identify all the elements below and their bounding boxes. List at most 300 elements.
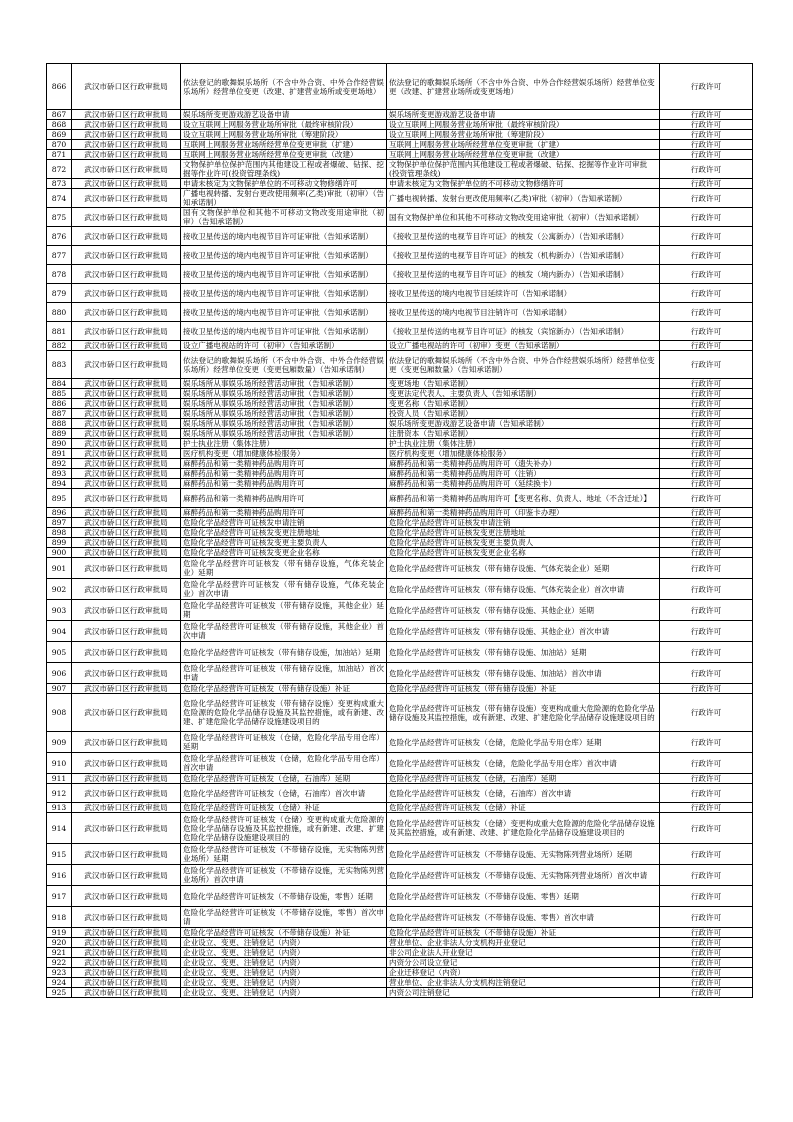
department-cell: 武汉市硚口区行政审批局 [72, 439, 181, 449]
department-cell: 武汉市硚口区行政审批局 [72, 886, 181, 907]
department-cell: 武汉市硚口区行政审批局 [72, 968, 181, 978]
sub-item-cell: 设立互联网上网服务营业场所审批（最终审核阶段） [387, 120, 660, 130]
sub-item-cell: 互联网上网服务营业场所经营单位变更审批（扩建） [387, 140, 660, 150]
approval-item-cell: 危险化学品经营许可证核发（不带储存设施，无实物陈列营业场所）首次申请 [181, 865, 387, 886]
sub-item-cell: 申请未核定为文物保护单位的不可移动文物修缮许可 [387, 179, 660, 189]
item-type-cell: 行政许可 [660, 844, 753, 865]
approval-item-cell: 护士执业注册（集体注册） [181, 439, 387, 449]
department-cell: 武汉市硚口区行政审批局 [72, 813, 181, 844]
row-number: 899 [47, 538, 72, 548]
department-cell: 武汉市硚口区行政审批局 [72, 449, 181, 459]
row-number: 921 [47, 948, 72, 958]
approval-item-cell: 危险化学品经营许可证核发（仓储，石油库）首次申请 [181, 784, 387, 803]
approval-item-cell: 危险化学品经营许可证核发（带有储存设施）变更构成重大危险源的危险化学品储存设施及其监控措施，或有新建、改建、扩建危险化学品储存设施建设项目的 [181, 694, 387, 732]
sub-item-cell: 变更场地（告知承诺制） [387, 379, 660, 389]
sub-item-cell: 危险化学品经营许可证核发（带有储存设施、气体充装企业）首次申请 [387, 579, 660, 600]
approval-item-cell: 危险化学品经营许可证核发（仓储，危险化学品专用仓库）首次申请 [181, 753, 387, 774]
department-cell: 武汉市硚口区行政审批局 [72, 265, 181, 284]
table-row [47, 518, 753, 528]
sub-item-cell: 变更名称（告知承诺制） [387, 399, 660, 409]
approval-item-cell: 危险化学品经营许可证核发（带有储存设施，加油站）延期 [181, 642, 387, 663]
row-number: 866 [47, 64, 72, 110]
table-row [47, 508, 753, 518]
sub-item-cell: 危险化学品经营许可证核发（仓储，危险化学品专用仓库）首次申请 [387, 753, 660, 774]
sub-item-cell: 麻醉药品和第一类精神药品购用许可（延续换卡） [387, 479, 660, 489]
table-row [47, 548, 753, 558]
item-type-cell: 行政许可 [660, 179, 753, 189]
department-cell: 武汉市硚口区行政审批局 [72, 518, 181, 528]
department-cell: 武汉市硚口区行政审批局 [72, 120, 181, 130]
department-cell: 武汉市硚口区行政审批局 [72, 322, 181, 341]
item-type-cell: 行政许可 [660, 803, 753, 813]
table-row [47, 528, 753, 538]
table-row [47, 642, 753, 663]
item-type-cell: 行政许可 [660, 341, 753, 351]
approval-item-cell: 接收卫星传送的境内电视节目许可证审批（告知承诺制） [181, 227, 387, 246]
sub-item-cell: 医疗机构变更（增加健康体检服务） [387, 449, 660, 459]
department-cell: 武汉市硚口区行政审批局 [72, 538, 181, 548]
sub-item-cell: 内资公司注销登记 [387, 988, 660, 998]
approval-item-cell: 互联网上网服务营业场所经营单位变更审批（扩建） [181, 140, 387, 150]
row-number: 901 [47, 558, 72, 579]
approval-items-sheet [46, 63, 739, 998]
table-row [47, 865, 753, 886]
table-row [47, 110, 753, 120]
row-number: 871 [47, 150, 72, 160]
table-row [47, 341, 753, 351]
row-number: 882 [47, 341, 72, 351]
row-number: 915 [47, 844, 72, 865]
approval-item-cell: 接收卫星传送的境内电视节目许可证审批（告知承诺制） [181, 303, 387, 322]
row-number: 878 [47, 265, 72, 284]
table-row [47, 753, 753, 774]
approval-item-cell: 娱乐场所从事娱乐场所经营活动审批（告知承诺制） [181, 389, 387, 399]
item-type-cell: 行政许可 [660, 886, 753, 907]
sub-item-cell: 危险化学品经营许可证核发（不带储存设施、零售）首次申请 [387, 907, 660, 928]
table-row [47, 621, 753, 642]
row-number: 914 [47, 813, 72, 844]
table-row [47, 813, 753, 844]
item-type-cell: 行政许可 [660, 409, 753, 419]
row-number: 896 [47, 508, 72, 518]
row-number: 911 [47, 774, 72, 784]
table-row [47, 886, 753, 907]
row-number: 875 [47, 208, 72, 227]
sub-item-cell: 注册资本（告知承诺制） [387, 429, 660, 439]
department-cell: 武汉市硚口区行政审批局 [72, 379, 181, 389]
table-row [47, 538, 753, 548]
item-type-cell: 行政许可 [660, 469, 753, 479]
approval-item-cell: 互联网上网服务营业场所经营单位变更审批（改建） [181, 150, 387, 160]
department-cell: 武汉市硚口区行政审批局 [72, 189, 181, 208]
item-type-cell: 行政许可 [660, 528, 753, 538]
department-cell: 武汉市硚口区行政审批局 [72, 341, 181, 351]
department-cell: 武汉市硚口区行政审批局 [72, 469, 181, 479]
row-number: 913 [47, 803, 72, 813]
department-cell: 武汉市硚口区行政审批局 [72, 140, 181, 150]
row-number: 874 [47, 189, 72, 208]
department-cell: 武汉市硚口区行政审批局 [72, 160, 181, 179]
approval-item-cell: 设立互联网上网服务营业场所审批（最终审核阶段） [181, 120, 387, 130]
sub-item-cell: 广播电视转播、发射台更改使用频率(乙类)审批（初审）（告知承诺制） [387, 189, 660, 208]
row-number: 910 [47, 753, 72, 774]
approval-item-cell: 危险化学品经营许可证核发（带有储存设施，气体充装企业）首次申请 [181, 579, 387, 600]
approval-item-cell: 接收卫星传送的境内电视节目许可证审批（告知承诺制） [181, 322, 387, 341]
table-row [47, 379, 753, 389]
row-number: 867 [47, 110, 72, 120]
row-number: 923 [47, 968, 72, 978]
table-row [47, 429, 753, 439]
department-cell: 武汉市硚口区行政审批局 [72, 958, 181, 968]
approval-item-cell: 危险化学品经营许可证核发（仓储，石油库）延期 [181, 774, 387, 784]
department-cell: 武汉市硚口区行政审批局 [72, 774, 181, 784]
sub-item-cell: 危险化学品经营许可证核发申请注销 [387, 518, 660, 528]
department-cell: 武汉市硚口区行政审批局 [72, 548, 181, 558]
table-row [47, 130, 753, 140]
item-type-cell: 行政许可 [660, 579, 753, 600]
table-row [47, 558, 753, 579]
department-cell: 武汉市硚口区行政审批局 [72, 600, 181, 621]
department-cell: 武汉市硚口区行政审批局 [72, 684, 181, 694]
approval-item-cell: 医疗机构变更（增加健康体检服务） [181, 449, 387, 459]
row-number: 897 [47, 518, 72, 528]
department-cell: 武汉市硚口区行政审批局 [72, 844, 181, 865]
item-type-cell: 行政许可 [660, 784, 753, 803]
sub-item-cell: 《接收卫星传送的电视节目许可证》的核发（公寓新办）（告知承诺制） [387, 227, 660, 246]
table-row [47, 189, 753, 208]
item-type-cell: 行政许可 [660, 558, 753, 579]
department-cell: 武汉市硚口区行政审批局 [72, 303, 181, 322]
approval-item-cell: 设立互联网上网服务营业场所审批（筹建阶段） [181, 130, 387, 140]
item-type-cell: 行政许可 [660, 865, 753, 886]
sub-item-cell: 内资分公司设立登记 [387, 958, 660, 968]
department-cell: 武汉市硚口区行政审批局 [72, 459, 181, 469]
approval-item-cell: 企业设立、变更、注销登记（内资） [181, 978, 387, 988]
sub-item-cell: 危险化学品经营许可证核发（不带储存设施、无实物陈列营业场所）延期 [387, 844, 660, 865]
table-row [47, 978, 753, 988]
row-number: 907 [47, 684, 72, 694]
row-number: 888 [47, 419, 72, 429]
sub-item-cell: 设立广播电视站的许可（初审）变更（告知承诺制） [387, 341, 660, 351]
department-cell: 武汉市硚口区行政审批局 [72, 508, 181, 518]
item-type-cell: 行政许可 [660, 684, 753, 694]
sub-item-cell: 危险化学品经营许可证核发变更注册地址 [387, 528, 660, 538]
item-type-cell: 行政许可 [660, 508, 753, 518]
table-row [47, 784, 753, 803]
item-type-cell: 行政许可 [660, 389, 753, 399]
sub-item-cell: 危险化学品经营许可证核发（仓储，石油库）延期 [387, 774, 660, 784]
row-number: 900 [47, 548, 72, 558]
row-number: 889 [47, 429, 72, 439]
table-row [47, 179, 753, 189]
approval-item-cell: 文物保护单位保护范围内其他建设工程或者爆破、钻探、挖掘等作业许可(投资管理条线) [181, 160, 387, 179]
item-type-cell: 行政许可 [660, 130, 753, 140]
department-cell: 武汉市硚口区行政审批局 [72, 753, 181, 774]
item-type-cell: 行政许可 [660, 694, 753, 732]
sub-item-cell: 危险化学品经营许可证核发（仓储，石油库）首次申请 [387, 784, 660, 803]
approval-item-cell: 危险化学品经营许可证核发（带有储存设施，其他企业）延期 [181, 600, 387, 621]
department-cell: 武汉市硚口区行政审批局 [72, 150, 181, 160]
department-cell: 武汉市硚口区行政审批局 [72, 694, 181, 732]
approval-item-cell: 危险化学品经营许可证核发（不带储存设施，零售）首次申请 [181, 907, 387, 928]
table-row [47, 351, 753, 379]
item-type-cell: 行政许可 [660, 110, 753, 120]
item-type-cell: 行政许可 [660, 774, 753, 784]
row-number: 880 [47, 303, 72, 322]
row-number: 908 [47, 694, 72, 732]
item-type-cell: 行政许可 [660, 64, 753, 110]
row-number: 891 [47, 449, 72, 459]
row-number: 885 [47, 389, 72, 399]
department-cell: 武汉市硚口区行政审批局 [72, 489, 181, 508]
item-type-cell: 行政许可 [660, 208, 753, 227]
table-row [47, 160, 753, 179]
row-number: 905 [47, 642, 72, 663]
approval-item-cell: 接收卫星传送的境内电视节目许可证审批（告知承诺制） [181, 246, 387, 265]
table-row [47, 844, 753, 865]
approval-item-cell: 依法登记的歌舞娱乐场所（不含中外合资、中外合作经营娱乐场所）经营单位变更（变更包厢数量）（告知承诺制） [181, 351, 387, 379]
table-row [47, 265, 753, 284]
table-row [47, 449, 753, 459]
table-row [47, 928, 753, 938]
department-cell: 武汉市硚口区行政审批局 [72, 579, 181, 600]
sub-item-cell: 麻醉药品和第一类精神药品购用许可【变更名称、负责人、地址（不含迁址）】 [387, 489, 660, 508]
row-number: 904 [47, 621, 72, 642]
department-cell: 武汉市硚口区行政审批局 [72, 978, 181, 988]
table-row [47, 958, 753, 968]
sub-item-cell: 接收卫星传送的境内电视节目注销许可（告知承诺制） [387, 303, 660, 322]
approval-item-cell: 危险化学品经营许可证核发（带有储存设施，其他企业）首次申请 [181, 621, 387, 642]
row-number: 906 [47, 663, 72, 684]
sub-item-cell: 危险化学品经营许可证核发（带有储存设施）补证 [387, 684, 660, 694]
item-type-cell: 行政许可 [660, 419, 753, 429]
item-type-cell: 行政许可 [660, 227, 753, 246]
sub-item-cell: 国有文物保护单位和其他不可移动文物改变用途审批（初审）（告知承诺制） [387, 208, 660, 227]
row-number: 920 [47, 938, 72, 948]
department-cell: 武汉市硚口区行政审批局 [72, 246, 181, 265]
sub-item-cell: 麻醉药品和第一类精神药品购用许可（注销） [387, 469, 660, 479]
item-type-cell: 行政许可 [660, 322, 753, 341]
approval-item-cell: 娱乐场所从事娱乐场所经营活动审批（告知承诺制） [181, 409, 387, 419]
table-row [47, 284, 753, 303]
row-number: 877 [47, 246, 72, 265]
table-row [47, 938, 753, 948]
row-number: 881 [47, 322, 72, 341]
row-number: 892 [47, 459, 72, 469]
approval-item-cell: 危险化学品经营许可证核发（带有储存设施，气体充装企业）延期 [181, 558, 387, 579]
sub-item-cell: 娱乐场所变更游戏游艺设备申请（告知承诺制） [387, 419, 660, 429]
row-number: 870 [47, 140, 72, 150]
approval-item-cell: 危险化学品经营许可证核发（带有储存设施）补证 [181, 684, 387, 694]
table-row [47, 988, 753, 998]
table-row [47, 907, 753, 928]
item-type-cell: 行政许可 [660, 621, 753, 642]
approval-item-cell: 国有文物保护单位和其他不可移动文物改变用途审批（初审）（告知承诺制） [181, 208, 387, 227]
approval-item-cell: 危险化学品经营许可证核发变更主要负责人 [181, 538, 387, 548]
table-row [47, 389, 753, 399]
row-number: 894 [47, 479, 72, 489]
item-type-cell: 行政许可 [660, 813, 753, 844]
approval-item-cell: 危险化学品经营许可证核发（仓储）变更构成重大危险源的危险化学品储存设施及其监控措施，或有新建、改建、扩建危险化学品储存设施建设项目的 [181, 813, 387, 844]
sub-item-cell: 危险化学品经营许可证核发（不带储存设施、无实物陈列营业场所）首次申请 [387, 865, 660, 886]
sub-item-cell: 变更法定代表人、主要负责人（告知承诺制） [387, 389, 660, 399]
approval-item-cell: 危险化学品经营许可证核发（不带储存设施，零售）延期 [181, 886, 387, 907]
table-row [47, 419, 753, 429]
department-cell: 武汉市硚口区行政审批局 [72, 558, 181, 579]
approval-item-cell: 企业设立、变更、注销登记（内资） [181, 958, 387, 968]
table-row [47, 732, 753, 753]
item-type-cell: 行政许可 [660, 429, 753, 439]
item-type-cell: 行政许可 [660, 548, 753, 558]
item-type-cell: 行政许可 [660, 948, 753, 958]
department-cell: 武汉市硚口区行政审批局 [72, 284, 181, 303]
approval-item-cell: 娱乐场所从事娱乐场所经营活动审批（告知承诺制） [181, 429, 387, 439]
table-row [47, 479, 753, 489]
approval-item-cell: 娱乐场所从事娱乐场所经营活动审批（告知承诺制） [181, 379, 387, 389]
table-row [47, 694, 753, 732]
sub-item-cell: 危险化学品经营许可证核发（仓储，危险化学品专用仓库）延期 [387, 732, 660, 753]
item-type-cell: 行政许可 [660, 928, 753, 938]
row-number: 883 [47, 351, 72, 379]
table-row [47, 663, 753, 684]
row-number: 893 [47, 469, 72, 479]
sub-item-cell: 《接收卫星传送的电视节目许可证》的核发（境内新办）（告知承诺制） [387, 265, 660, 284]
department-cell: 武汉市硚口区行政审批局 [72, 663, 181, 684]
department-cell: 武汉市硚口区行政审批局 [72, 419, 181, 429]
approval-item-cell: 危险化学品经营许可证核发（带有储存设施，加油站）首次申请 [181, 663, 387, 684]
sub-item-cell: 投资人员（告知承诺制） [387, 409, 660, 419]
row-number: 919 [47, 928, 72, 938]
sub-item-cell: 危险化学品经营许可证核发（带有储存设施、其他企业）首次申请 [387, 621, 660, 642]
sub-item-cell: 危险化学品经营许可证核发（仓储）补证 [387, 803, 660, 813]
row-number: 876 [47, 227, 72, 246]
department-cell: 武汉市硚口区行政审批局 [72, 928, 181, 938]
approval-item-cell: 麻醉药品和第一类精神药品购用许可 [181, 489, 387, 508]
sub-item-cell: 麻醉药品和第一类精神药品购用许可（遗失补办） [387, 459, 660, 469]
sub-item-cell: 危险化学品经营许可证核发变更企业名称 [387, 548, 660, 558]
item-type-cell: 行政许可 [660, 439, 753, 449]
item-type-cell: 行政许可 [660, 120, 753, 130]
sub-item-cell: 危险化学品经营许可证核发（带有储存设施、其他企业）延期 [387, 600, 660, 621]
sub-item-cell: 接收卫星传送的境内电视节目延续许可（告知承诺制） [387, 284, 660, 303]
department-cell: 武汉市硚口区行政审批局 [72, 948, 181, 958]
approval-item-cell: 企业设立、变更、注销登记（内资） [181, 988, 387, 998]
approval-item-cell: 麻醉药品和第一类精神药品购用许可 [181, 508, 387, 518]
table-row [47, 684, 753, 694]
sub-item-cell: 文物保护单位保护范围内其他建设工程或者爆破、钻探、挖掘等作业许可审批(投资管理条线) [387, 160, 660, 179]
sub-item-cell: 依法登记的歌舞娱乐场所（不含中外合资、中外合作经营娱乐场所）经营单位变更（变更包厢数量）（告知承诺制） [387, 351, 660, 379]
department-cell: 武汉市硚口区行政审批局 [72, 784, 181, 803]
table-row [47, 579, 753, 600]
table-row [47, 459, 753, 469]
row-number: 872 [47, 160, 72, 179]
table-row [47, 140, 753, 150]
item-type-cell: 行政许可 [660, 160, 753, 179]
department-cell: 武汉市硚口区行政审批局 [72, 732, 181, 753]
table-row [47, 322, 753, 341]
table-row [47, 227, 753, 246]
item-type-cell: 行政许可 [660, 538, 753, 548]
row-number: 898 [47, 528, 72, 538]
item-type-cell: 行政许可 [660, 753, 753, 774]
row-number: 879 [47, 284, 72, 303]
approval-item-cell: 娱乐场所从事娱乐场所经营活动审批（告知承诺制） [181, 399, 387, 409]
department-cell: 武汉市硚口区行政审批局 [72, 227, 181, 246]
sub-item-cell: 营业单位、企业非法人分支机构注销登记 [387, 978, 660, 988]
table-row [47, 469, 753, 479]
sub-item-cell: 危险化学品经营许可证核发（带有储存设施、加油站）延期 [387, 642, 660, 663]
sub-item-cell: 娱乐场所变更游戏游艺设备申请 [387, 110, 660, 120]
sub-item-cell: 设立互联网上网服务营业场所审批（筹建阶段） [387, 130, 660, 140]
department-cell: 武汉市硚口区行政审批局 [72, 130, 181, 140]
department-cell: 武汉市硚口区行政审批局 [72, 110, 181, 120]
sub-item-cell: 《接收卫星传送的电视节目许可证》的核发（宾馆新办）（告知承诺制） [387, 322, 660, 341]
table-row [47, 409, 753, 419]
sub-item-cell: 危险化学品经营许可证核发（不带储存设施）补证 [387, 928, 660, 938]
approval-item-cell: 接收卫星传送的境内电视节目许可证审批（告知承诺制） [181, 265, 387, 284]
table-row [47, 399, 753, 409]
item-type-cell: 行政许可 [660, 968, 753, 978]
table-row [47, 303, 753, 322]
sub-item-cell: 依法登记的歌舞娱乐场所（不含中外合资、中外合作经营娱乐场所）经营单位变更（改建、扩建营业场所或变更场地） [387, 64, 660, 110]
approval-item-cell: 危险化学品经营许可证核发变更注册地址 [181, 528, 387, 538]
department-cell: 武汉市硚口区行政审批局 [72, 208, 181, 227]
approval-item-cell: 接收卫星传送的境内电视节目许可证审批（告知承诺制） [181, 284, 387, 303]
approval-item-cell: 申请未核定为文物保护单位的不可移动文物修缮许可 [181, 179, 387, 189]
item-type-cell: 行政许可 [660, 351, 753, 379]
sub-item-cell: 危险化学品经营许可证核发（仓储）变更构成重大危险源的危险化学品储存设施及其监控措施，或有新建、改建、扩建危险化学品储存设施建设项目的 [387, 813, 660, 844]
approval-item-cell: 依法登记的歌舞娱乐场所（不含中外合资、中外合作经营娱乐场所）经营单位变更（改建、扩建营业场所或变更场地） [181, 64, 387, 110]
sub-item-cell: 麻醉药品和第一类精神药品购用许可（印鉴卡办理） [387, 508, 660, 518]
item-type-cell: 行政许可 [660, 938, 753, 948]
department-cell: 武汉市硚口区行政审批局 [72, 938, 181, 948]
approval-item-cell: 危险化学品经营许可证核发（仓储，危险化学品专用仓库）延期 [181, 732, 387, 753]
item-type-cell: 行政许可 [660, 978, 753, 988]
sub-item-cell: 危险化学品经营许可证核发（不带储存设施、零售）延期 [387, 886, 660, 907]
sub-item-cell: 非公司企业法人开业登记 [387, 948, 660, 958]
item-type-cell: 行政许可 [660, 459, 753, 469]
item-type-cell: 行政许可 [660, 303, 753, 322]
department-cell: 武汉市硚口区行政审批局 [72, 642, 181, 663]
item-type-cell: 行政许可 [660, 663, 753, 684]
row-number: 868 [47, 120, 72, 130]
item-type-cell: 行政许可 [660, 140, 753, 150]
row-number: 909 [47, 732, 72, 753]
approval-item-cell: 企业设立、变更、注销登记（内资） [181, 948, 387, 958]
department-cell: 武汉市硚口区行政审批局 [72, 351, 181, 379]
department-cell: 武汉市硚口区行政审批局 [72, 907, 181, 928]
approval-item-cell: 危险化学品经营许可证核发（仓储）补证 [181, 803, 387, 813]
sub-item-cell: 企业迁移登记（内资） [387, 968, 660, 978]
item-type-cell: 行政许可 [660, 246, 753, 265]
row-number: 912 [47, 784, 72, 803]
department-cell: 武汉市硚口区行政审批局 [72, 528, 181, 538]
table-row [47, 774, 753, 784]
approval-item-cell: 危险化学品经营许可证核发（不带储存设施）补证 [181, 928, 387, 938]
item-type-cell: 行政许可 [660, 907, 753, 928]
approval-item-cell: 企业设立、变更、注销登记（内资） [181, 938, 387, 948]
row-number: 890 [47, 439, 72, 449]
item-type-cell: 行政许可 [660, 284, 753, 303]
table-row [47, 208, 753, 227]
row-number: 884 [47, 379, 72, 389]
sub-item-cell: 《接收卫星传送的电视节目许可证》的核发（机构新办）（告知承诺制） [387, 246, 660, 265]
table-row [47, 120, 753, 130]
approval-item-cell: 危险化学品经营许可证核发（不带储存设施，无实物陈列营业场所）延期 [181, 844, 387, 865]
item-type-cell: 行政许可 [660, 265, 753, 284]
sub-item-cell: 危险化学品经营许可证核发（带有储存设施）变更构成重大危险源的危险化学品储存设施及其监控措施，或有新建、改建、扩建危险化学品储存设施建设项目的 [387, 694, 660, 732]
row-number: 925 [47, 988, 72, 998]
